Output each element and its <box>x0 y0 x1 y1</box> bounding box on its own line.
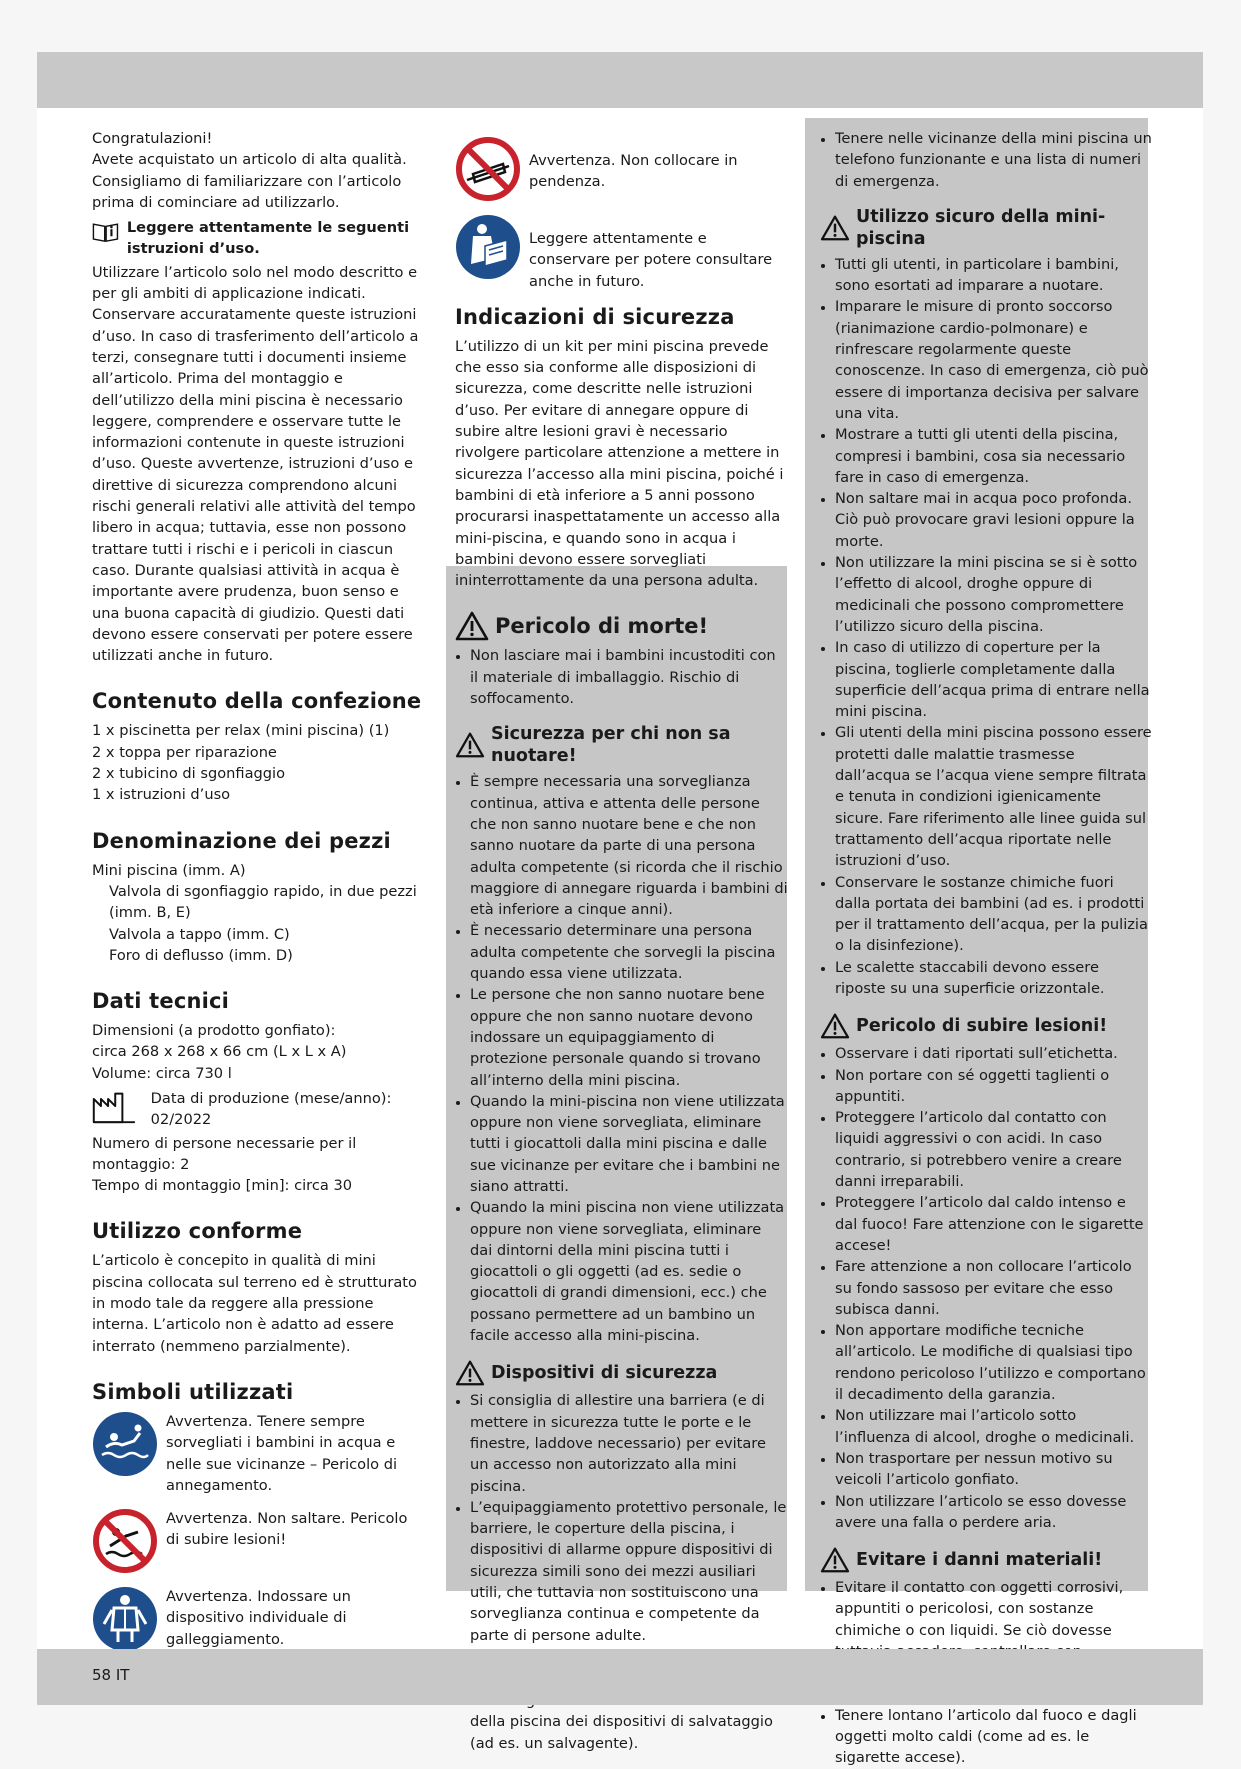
list-item: • Non portare con sé oggetti taglienti o appuntiti. <box>835 1065 1152 1108</box>
list-item: • Mostrare a tutti gli utenti della piscina, compresi i bambini, cosa sia necessario fare in caso di emergenza. <box>835 424 1152 488</box>
contents-item: 1 x istruzioni d’uso <box>92 786 231 804</box>
footer-bar <box>37 1649 1203 1705</box>
safe-use-title <box>820 206 1152 250</box>
list-item: • Tenere lontano l’articolo dal fuoco e dagli oggetti molto caldi (come ad es. le sigarette accese). <box>835 1705 1152 1769</box>
injury-list <box>820 1043 1152 1533</box>
use-title: Utilizzo conforme <box>92 1219 303 1244</box>
warning-triangle-icon <box>820 1013 850 1039</box>
warning-triangle-icon <box>455 611 489 641</box>
list-item: • Quando la mini-piscina non viene utilizzata oppure non viene sorvegliata, eliminare tutti i giocattoli dalla mini piscina e dalle sue vicinanze per evitare che i bambini ne siano attratti. <box>470 1091 788 1197</box>
list-item: • Non trasportare per nessun motivo su veicoli l’articolo gonfiato. <box>835 1448 1152 1491</box>
list-item: • Fare attenzione a non collocare l’articolo su fondo sassoso per evitare che esso subisca danni. <box>835 1256 1152 1320</box>
tech-size: circa 268 x 268 x 66 cm (L x L x A) <box>92 1043 347 1061</box>
parts-item: Valvola a tappo (imm. C) <box>109 925 290 943</box>
read-note-text: Leggere attentamente le seguenti istruzioni d’uso. <box>126 219 410 258</box>
symbol-read-row <box>455 214 788 292</box>
list-item: • Evitare il contatto con oggetti corrosivi, appuntiti o pericolosi, con sostanze chimiche o con liquidi. Se ciò dovesse <box>835 1577 1152 1705</box>
list-item: • Le persone che non sanno nuotare bene oppure che non sanno nuotare devono indossare un equipaggiamento di protezione personale quando si trovano all’interno della mini piscina. <box>470 984 788 1090</box>
page-number: 58 IT <box>92 1666 130 1684</box>
nonswim-list <box>455 771 788 1346</box>
safe-use-title-text: Utilizzo sicuro della mini-piscina <box>856 206 1106 249</box>
intro-text: Congratulazioni! Avete acquistato un articolo di alta qualità. Consigliamo di familiarizzare con l’articolo prima di cominciare ad utilizzarlo. <box>92 130 407 211</box>
factory-icon <box>92 1088 137 1126</box>
symbol-lifejacket-row <box>92 1586 424 1652</box>
read-instructions-note <box>92 217 424 260</box>
nonswim-title <box>455 723 788 767</box>
column-left <box>92 128 424 1664</box>
parts-item: Foro di deflusso (imm. D) <box>109 946 293 964</box>
top-list <box>820 128 1152 192</box>
list-item: • Non saltare mai in acqua poco profonda. Ciò può provocare gravi lesioni oppure la morte. <box>835 488 1152 552</box>
symbol-noslope-row <box>455 136 788 202</box>
symbol-supervise-row <box>92 1411 424 1496</box>
death-title-text: Pericolo di morte! <box>495 614 709 639</box>
list-item: • È necessario determinare una persona adulta competente che sorvegli la piscina quando essa viene utilizzata. <box>470 920 788 984</box>
safe-use-list <box>820 254 1152 999</box>
list-item: • È sempre necessaria una sorveglianza continua, attiva e attenta delle persone che non sanno nuotare bene e che non sanno nuotare da parte di una persona adulta competente (si ricorda che il rischio maggiore di annegare riguarda i bambini di età inferiore a cinque anni). <box>470 771 788 920</box>
parts-title: Denominazione dei pezzi <box>92 828 391 853</box>
warning-triangle-icon <box>455 732 485 758</box>
symbol-supervise-text: Avvertenza. Tenere sempre sorvegliati i bambini in acqua e nelle sue vicinanze – Pericolo di annegamento. <box>166 1412 398 1494</box>
list-item: • Tenere nelle vicinanze della mini piscina un telefono funzionante e una lista di numeri di emergenza. <box>835 128 1152 192</box>
warning-triangle-icon <box>820 1547 850 1573</box>
tech-production: Data di produzione (mese/anno): 02/2022 <box>150 1089 392 1129</box>
contents-list <box>92 720 424 805</box>
column-middle <box>455 128 788 1754</box>
read-manual-icon <box>455 214 521 280</box>
injury-title-text: Pericolo di subire lesioni! <box>856 1016 1108 1037</box>
production-date-row <box>92 1088 424 1131</box>
contents-item: 2 x tubicino di sgonfiaggio <box>92 765 286 783</box>
warning-triangle-icon <box>455 1360 485 1386</box>
list-item: • Le scalette staccabili devono essere riposte su una superficie orizzontale. <box>835 957 1152 1000</box>
supervise-children-icon <box>92 1411 158 1477</box>
tech-time: Tempo di montaggio [min]: circa 30 <box>92 1177 353 1195</box>
list-item: • Non apportare modifiche tecniche all’articolo. Le modifiche di qualsiasi tipo rendono pericoloso l’utilizzo e comportano il decadimento della garanzia. <box>835 1320 1152 1405</box>
warning-triangle-icon <box>820 215 850 241</box>
symbol-read-text: Leggere attentamente e conservare per potere consultare anche in futuro. <box>529 230 773 290</box>
list-item: • Proteggere l’articolo dal caldo intenso e dal fuoco! Fare attenzione con le sigarette accese! <box>835 1192 1152 1256</box>
no-diving-icon <box>92 1508 158 1574</box>
list-item: • L’equipaggiamento protettivo personale, le barriere, le coperture della piscina, i dispositivi di allarme oppure dispositivi di sicurezza simili sono dei mezzi ausiliari utili, che tuttavia non sostituiscono una sorveglianza continua e competente da parte di persone adulte. <box>470 1497 788 1646</box>
contents-item: 1 x piscinetta per relax (mini piscina) (1) <box>92 722 390 740</box>
safety-title: Indicazioni di sicurezza <box>455 304 735 329</box>
no-slope-icon <box>455 136 521 202</box>
tech-title: Dati tecnici <box>92 989 230 1014</box>
list-item: • Imparare le misure di pronto soccorso (rianimazione cardio-polmonare) e rinfrescare regolarmente queste conoscenze. In caso di emergenza, ciò può essere di importanza decisiva per salvare una vita. <box>835 296 1152 424</box>
injury-title <box>820 1013 1152 1039</box>
symbol-nojump-row <box>92 1508 424 1574</box>
list-item: • della piscina dei dispositivi di salvataggio (ad es. un salvagente). <box>470 1690 788 1754</box>
contents-title: Contenuto della confezione <box>92 689 422 714</box>
use-text: L’articolo è concepito in qualità di mini piscina collocata sul terreno ed è strutturato in modo tale da reggere alla pressione interna. L’articolo non è adatto ad essere interrato (nemmeno parzialmente). <box>92 1252 417 1355</box>
list-item: • Osservare i dati riportati sull’etichetta. <box>835 1043 1152 1064</box>
damage-title <box>820 1547 1152 1573</box>
tech-volume: Volume: circa 730 l <box>92 1064 232 1082</box>
safety-text: L’utilizzo di un kit per mini piscina prevede che esso sia conforme alle disposizioni di sicurezza, come descritte nelle istruzioni d’uso. Per evitare di annegare oppure di subire altre lesioni gravi è necessario rivolgere particolare attenzione a mettere in sicurezza l’accesso alla mini piscina, poiché i bambini di età inferiore a 5 anni possono procurarsi inaspettatamente un accesso alla mini-piscina, e quando sono in acqua i bambini devono essere sorvegliati ininterrottamente da una persona adulta. <box>455 337 784 590</box>
list-item: • Si consiglia di allestire una barriera (e di mettere in sicurezza tutte le porte e le finestre, laddove necessario) per evitare un accesso non autorizzato alla mini piscina. <box>470 1390 788 1496</box>
list-item: • Proteggere l’articolo dal contatto con liquidi aggressivi o con acidi. In caso contrario, si potrebbero venire a creare danni irreparabili. <box>835 1107 1152 1192</box>
life-jacket-icon <box>92 1586 158 1652</box>
book-info-icon <box>92 217 119 247</box>
list-item: • Non utilizzare la mini piscina se si è sotto l’effetto di alcool, droghe oppure di medicinali che possono compromettere l’utilizzo sicuro della piscina. <box>835 552 1152 637</box>
list-item: • Quando la mini piscina non viene utilizzata oppure non viene sorvegliata, eliminare dai dintorni della mini piscina tutti i giocattoli o gli oggetti (ad es. sedie o giocattoli di grandi dimensioni, ecc.) che possano permettere ad un bambino un facile accesso alla mini-piscina. <box>470 1197 788 1346</box>
list-item: • Non utilizzare mai l’articolo sotto l’influenza di alcool, droghe o medicinali. <box>835 1405 1152 1448</box>
list-item: • In caso di utilizzo di coperture per la piscina, toglierle completamente dalla superficie dell’acqua prima di entrare nella mini piscina. <box>835 637 1152 722</box>
parts-list <box>92 881 424 966</box>
symbol-noslope-text: Avvertenza. Non collocare in pendenza. <box>529 152 738 191</box>
tech-persons: Numero di persone necessarie per il montaggio: 2 <box>92 1134 357 1173</box>
nonswim-title-text: Sicurezza per chi non sa nuotare! <box>491 724 731 767</box>
parts-item: Valvola di sgonfiaggio rapido, in due pezzi (imm. B, E) <box>109 882 417 922</box>
list-item: • Conservare le sostanze chimiche fuori dalla portata dei bambini (ad es. i prodotti per il trattamento dell’acqua, per la pulizia o la disinfezione). <box>835 872 1152 957</box>
parts-main: Mini piscina (imm. A) <box>92 861 246 879</box>
intro-body: Utilizzare l’articolo solo nel modo descritto e per gli ambiti di applicazione indicati. Conservare accuratamente queste istruzioni d’uso. In caso di trasferimento dell’articolo a terzi, consegnare tutti i documenti insieme all’articolo. Prima del montaggio e dell’utilizzo della mini piscina è necessario leggere, comprendere e osservare tutte le informazioni contenute in queste istruzioni d’uso. Queste avvertenze, istruzioni d’uso e direttive di sicurezza comprendono alcuni rischi generali relativi alle attività del tempo libero in acqua; tuttavia, esse non possono trattare tutti i rischi e i pericoli in ciascun caso. Durante qualsiasi attività in acqua è importante avere prudenza, buon senso e una buona capacità di giudizio. Questi dati devono essere conservati per potere essere utilizzati anche in futuro. <box>92 263 419 665</box>
header-bar <box>37 52 1203 108</box>
symbol-nojump-text: Avvertenza. Non saltare. Pericolo di subire lesioni! <box>166 1510 408 1549</box>
list-item: • Tutti gli utenti, in particolare i bambini, sono esortati ad imparare a nuotare. <box>835 254 1152 297</box>
symbols-title: Simboli utilizzati <box>92 1379 294 1404</box>
tech-dimensions: Dimensioni (a prodotto gonfiato): <box>92 1022 336 1040</box>
list-item: • Gli utenti della mini piscina possono essere protetti dalle malattie trasmesse dall’acqua se l’acqua viene sempre filtrata e tenuta in condizioni igienicamente sicure. Fare riferimento alle linee guida sul trattamento dell’acqua riportate nelle istruzioni d’uso. <box>835 722 1152 871</box>
devices-list <box>455 1390 788 1646</box>
damage-title-text: Evitare i danni materiali! <box>856 1550 1103 1571</box>
devices-title <box>455 1360 788 1386</box>
contents-item: 2 x toppa per riparazione <box>92 743 277 761</box>
death-list <box>455 645 788 709</box>
death-title <box>455 611 788 641</box>
list-item: • Non utilizzare l’articolo se esso dovesse avere una falla o perdere aria. <box>835 1491 1152 1534</box>
column-right <box>820 128 1152 1769</box>
list-item: • Non lasciare mai i bambini incustoditi con il materiale di imballaggio. Rischio di soffocamento. <box>470 645 788 709</box>
devices-title-text: Dispositivi di sicurezza <box>491 1363 718 1384</box>
symbol-lifejacket-text: Avvertenza. Indossare un dispositivo individuale di galleggiamento. <box>166 1588 351 1648</box>
